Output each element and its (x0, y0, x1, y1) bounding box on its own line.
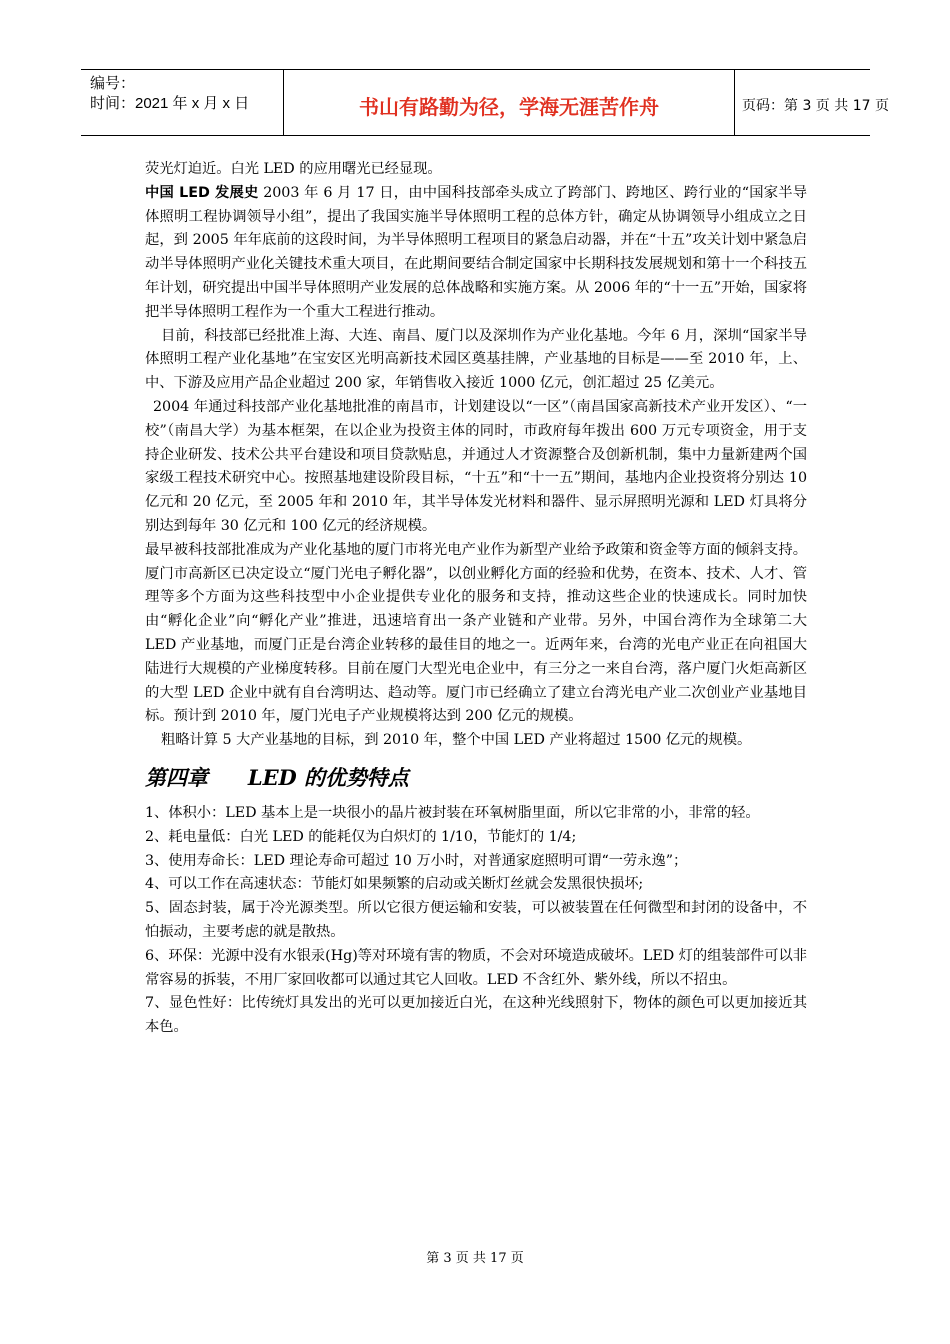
page-info: 页码：第 3 页 共 17 页 (742, 97, 889, 114)
list-item: 3、使用寿命长：LED 理论寿命可超过 10 万小时，对普通家庭照明可谓“一劳永逸”； (145, 852, 688, 869)
paragraph: 粗略计算 5 大产业基地的目标，到 2010 年，整个中国 LED 产业将超过 1500 亿元的规模。 (161, 732, 752, 749)
paragraph: 2004 年通过科技部产业化基地批准的南昌市，计划建设以“一区”（南昌国家高新技术产业开发区）、“一校”（南昌大学）为基本框架，在以企业为投资主体的同时，市政府每年拨出 600 万元专项资金，用于支持企业研发、技术公共平台建设和项目贷款贴息，并通过人才资源整合及创新机制，集中力量新建两个国家级工程技术研究中心。按照基地建设阶段目标，“十五”和“十一五”期间，基地内企业投资将分别达 10 亿元和 20 亿元，至 2005 年和 2010 年，其半导体发光材料和器件、显示屏照明光源和 LED 灯具将分别达到每年 30 亿元和 100 亿元的经济规模。 (145, 398, 807, 534)
header-motto-cell (284, 70, 735, 135)
list-item: 7、显色性好：比传统灯具发出的光可以更加接近白光，在这种光线照射下，物体的颜色可以更加接近其本色。 (145, 995, 807, 1036)
paragraph: 最早被科技部批准成为产业化基地的厦门市将光电产业作为新型产业给予政策和资金等方面的倾斜支持。厦门市高新区已决定设立“厦门光电子孵化器”，以创业孵化方面的经验和优势，在资本、技术、人才、管理等多个方面为这些科技型中小企业提供专业化的服务和支持，推动这些企业的快速成长。同时加快由“孵化企业”向“孵化产业”推进，迅速培育出一条产业链和产业带。另外，中国台湾作为全球第二大 LED 产业基地，而厦门正是台湾企业转移的最佳目的地之一。近两年来，台湾的光电产业正在向祖国大陆进行大规模的产业梯度转移。目前在厦门大型光电企业中，有三分之一来自台湾，落户厦门火炬高新区的大型 LED 企业中就有自台湾明达、趋动等。厦门市已经确立了建立台湾光电产业二次创业产业基地目标。预计到 2010 年，厦门光电子产业规模将达到 200 亿元的规模。 (145, 541, 807, 725)
header-table (81, 69, 889, 136)
footer-page-number: 第 3 页 共 17 页 (426, 1251, 524, 1266)
chapter-heading (145, 761, 807, 795)
chapter-number: 第四章 (145, 764, 208, 790)
list-item: 2、耗电量低：白光 LED 的能耗仅为白炽灯的 1/10，节能灯的 1/4; (145, 828, 577, 845)
section-lead: 中国 LED 发展史 (145, 184, 259, 201)
paragraph: 荧光灯迫近。白光 LED 的应用曙光已经显现。 (145, 161, 442, 177)
list-item: 1、体积小：LED 基本上是一块很小的晶片被封装在环氧树脂里面，所以它非常的小，非常的轻。 (145, 804, 760, 821)
list-item: 6、环保：光源中没有水银汞(Hg)等对环境有害的物质，不会对环境造成破坏。LED 灯的组装部件可以非常容易的拆装，不用厂家回收都可以通过其它人回收。LED 不含红外、紫外线，所以不招虫。 (145, 947, 807, 988)
paragraph-text: 2003 年 6 月 17 日，由中国科技部牵头成立了跨部门、跨地区、跨行业的“国家半导体照明工程协调领导小组”，提出了我国实施半导体照明工程的总体方针，确定从协调领导小组成立之日起，到 2005 年年底前的这段时间，为半导体照明工程项目的紧急启动器，并在“十五”攻关计划中紧急启动半导体照明产业化关键技术重大项目，在此期间要结合制定国家中长期科技发展规划和第十一个科技五年计划，研究提出中国半导体照明产业发展的总体战略和实施方案。从 2006 年的“十一五”开始，国家将把半导体照明工程作为一个重大工程进行推动。 (145, 184, 807, 320)
list-item: 4、可以工作在高速状态：节能灯如果频繁的启动或关断灯丝就会发黑很快损坏; (145, 876, 644, 893)
header-left-cell (81, 70, 284, 135)
list-item: 5、固态封装，属于冷光源类型。所以它很方便运输和安装，可以被装置在任何微型和封闭的设备中，不怕振动，主要考虑的就是散热。 (145, 900, 807, 940)
page-footer (0, 1247, 950, 1266)
paragraph: 目前，科技部已经批准上海、大连、南昌、厦门以及深圳作为产业化基地。今年 6 月，深圳“国家半导体照明工程产业化基地”在宝安区光明高新技术园区奠基挂牌，产业基地的目标是——至 2010 年，上、中、下游及应用产品企业超过 200 家，年销售收入接近 1000 亿元，创汇超过 25 亿美元。 (145, 327, 807, 392)
paragraph-led-history (145, 182, 807, 325)
document-body (145, 158, 807, 1040)
header-page-cell (735, 70, 889, 135)
chapter-title: LED 的优势特点 (247, 764, 409, 790)
motto-text: 书山有路勤为径，学海无涯苦作舟 (359, 95, 659, 119)
time-label: 时间：2021 年 x 月 x 日 (90, 95, 250, 112)
number-label: 编号： (90, 75, 136, 92)
